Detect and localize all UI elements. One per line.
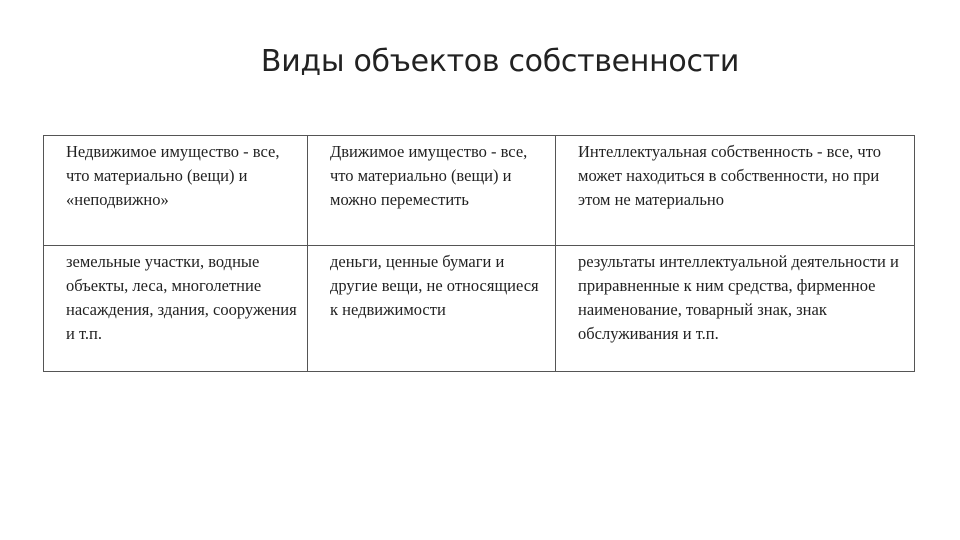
- property-types-table: [43, 135, 915, 372]
- table-row: [44, 246, 915, 372]
- slide-title: Виды объектов собственности: [260, 44, 740, 79]
- cell-real-estate-examples: земельные участки, водные объекты, леса, многолетние насаждения, здания, сооружения и т.п.: [44, 246, 308, 372]
- cell-movable-property-examples: деньги, ценные бумаги и другие вещи, не относящиеся к недвижимости: [308, 246, 556, 372]
- cell-movable-property-definition: Движимое имущество - все, что материально (вещи) и можно переместить: [308, 136, 556, 246]
- cell-intellectual-property-definition: Интеллектуальная собственность - все, что может находиться в собственности, но при этом не материально: [556, 136, 915, 246]
- table-row: [44, 136, 915, 246]
- cell-intellectual-property-examples: результаты интеллектуальной деятельности и приравненные к ним средства, фирменное наименование, товарный знак, знак обслуживания и т.п.: [556, 246, 915, 372]
- cell-real-estate-definition: Недвижимое имущество - все, что материально (вещи) и «неподвижно»: [44, 136, 308, 246]
